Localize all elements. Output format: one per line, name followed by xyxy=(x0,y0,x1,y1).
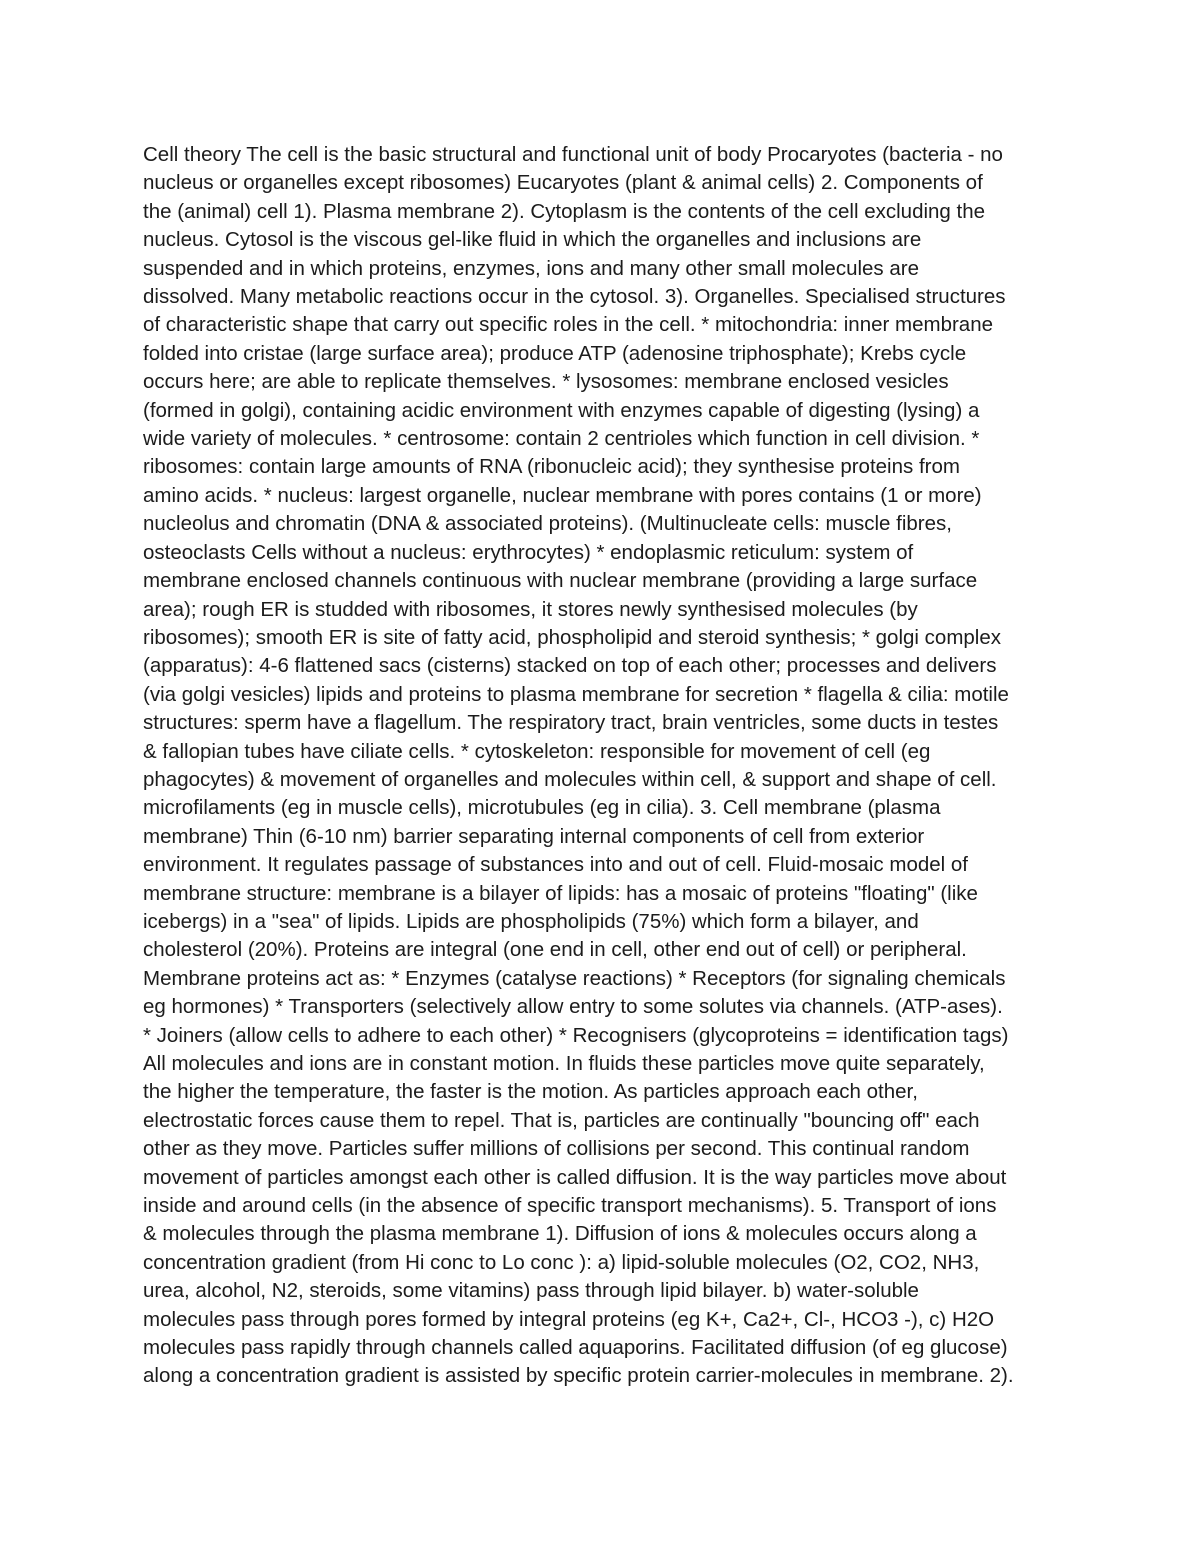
text-line: (via golgi vesicles) lipids and proteins to plasma membrane for secretion * flagella & cilia: motile xyxy=(143,682,1009,706)
text-line: osteoclasts Cells without a nucleus: erythrocytes) * endoplasmic reticulum: system of xyxy=(143,540,914,564)
text-line: All molecules and ions are in constant motion. In fluids these particles move quite separately, xyxy=(143,1052,985,1075)
text-line: membrane enclosed channels continuous with nuclear membrane (providing a large surface xyxy=(143,569,978,593)
text-line: wide variety of molecules. * centrosome: contain 2 centrioles which function in cell division. * xyxy=(143,427,980,451)
text-line: amino acids. * nucleus: largest organelle, nuclear membrane with pores contains (1 or more) xyxy=(143,483,982,507)
text-line: molecules pass rapidly through channels called aquaporins. Facilitated diffusion (of eg glucose) xyxy=(143,1336,1008,1360)
text-line: membrane structure: membrane is a bilayer of lipids: has a mosaic of proteins "floating" (like xyxy=(143,881,978,905)
text-line: & molecules through the plasma membrane 1). Diffusion of ions & molecules occurs along a xyxy=(143,1222,977,1246)
text-line: Membrane proteins act as: * Enzymes (catalyse reactions) * Receptors (for signaling chemicals xyxy=(143,966,1006,990)
text-line: nucleus. Cytosol is the viscous gel-like fluid in which the organelles and inclusions are xyxy=(143,228,922,252)
text-line: (formed in golgi), containing acidic environment with enzymes capable of digesting (lysing) a xyxy=(143,398,980,422)
text-line: molecules pass through pores formed by integral proteins (eg K+, Ca2+, Cl-, HCO3 -), c) H2O xyxy=(143,1307,995,1331)
text-line: the (animal) cell 1). Plasma membrane 2). Cytoplasm is the contents of the cell excluding the xyxy=(143,199,986,223)
text-line: nucleus or organelles except ribosomes) Eucaryotes (plant & animal cells) 2. Components of xyxy=(143,171,983,195)
text-line: other as they move. Particles suffer millions of collisions per second. This continual random xyxy=(143,1137,970,1161)
text-line: (apparatus): 4-6 flattened sacs (cisterns) stacked on top of each other; processes and delivers xyxy=(143,654,997,678)
text-line: electrostatic forces cause them to repel. That is, particles are continually "bouncing off" each xyxy=(143,1108,980,1132)
text-line: microfilaments (eg in muscle cells), microtubules (eg in cilia). 3. Cell membrane (plasma xyxy=(143,796,941,820)
text-line: movement of particles amongst each other is called diffusion. It is the way particles move about xyxy=(143,1165,1007,1189)
text-line: environment. It regulates passage of substances into and out of cell. Fluid-mosaic model of xyxy=(143,853,969,877)
text-line: phagocytes) & movement of organelles and molecules within cell, & support and shape of cell. xyxy=(143,767,997,791)
text-line: structures: sperm have a flagellum. The respiratory tract, brain ventricles, some ducts in testes xyxy=(143,711,999,735)
text-line: ribosomes: contain large amounts of RNA (ribonucleic acid); they synthesise proteins from xyxy=(143,455,960,479)
text-line: membrane) Thin (6-10 nm) barrier separating internal components of cell from exterior xyxy=(143,824,925,848)
text-line: suspended and in which proteins, enzymes, ions and many other small molecules are xyxy=(143,256,919,280)
text-line: of characteristic shape that carry out specific roles in the cell. * mitochondria: inner membrane xyxy=(143,313,993,337)
text-line: cholesterol (20%). Proteins are integral (one end in cell, other end out of cell) or peripheral. xyxy=(143,938,967,962)
text-line: area); rough ER is studded with ribosomes, it stores newly synthesised molecules (by xyxy=(143,597,918,621)
text-line: ribosomes); smooth ER is site of fatty acid, phospholipid and steroid synthesis; * golgi complex xyxy=(143,625,1001,649)
text-line: eg hormones) * Transporters (selectively allow entry to some solutes via channels. (ATP-ases). xyxy=(143,995,1003,1019)
text-line: Cell theory The cell is the basic structural and functional unit of body Procaryotes (bacteria - no xyxy=(143,143,1003,166)
text-line: icebergs) in a "sea" of lipids. Lipids are phospholipids (75%) which form a bilayer, and xyxy=(143,909,919,933)
text-line: dissolved. Many metabolic reactions occur in the cytosol. 3). Organelles. Specialised structures xyxy=(143,285,1006,309)
text-line: urea, alcohol, N2, steroids, some vitamins) pass through lipid bilayer. b) water-soluble xyxy=(143,1279,919,1303)
text-line: nucleolus and chromatin (DNA & associated proteins). (Multinucleate cells: muscle fibres, xyxy=(143,512,952,536)
text-line: folded into cristae (large surface area); produce ATP (adenosine triphosphate); Krebs cycle xyxy=(143,341,967,365)
text-line: concentration gradient (from Hi conc to Lo conc ): a) lipid-soluble molecules (O2, CO2, NH3, xyxy=(143,1250,980,1274)
text-line: occurs here; are able to replicate themselves. * lysosomes: membrane enclosed vesicles xyxy=(143,370,949,394)
text-line: along a concentration gradient is assisted by specific protein carrier-molecules in membrane. 2). xyxy=(143,1364,1014,1388)
text-line: & fallopian tubes have ciliate cells. * cytoskeleton: responsible for movement of cell (eg xyxy=(143,739,931,763)
text-line: the higher the temperature, the faster is the motion. As particles approach each other, xyxy=(143,1080,918,1104)
body-text xyxy=(143,141,1083,1391)
text-line: inside and around cells (in the absence of specific transport mechanisms). 5. Transport of ions xyxy=(143,1194,997,1218)
text-line: * Joiners (allow cells to adhere to each other) * Recognisers (glycoproteins = identification tags) xyxy=(143,1023,1009,1047)
